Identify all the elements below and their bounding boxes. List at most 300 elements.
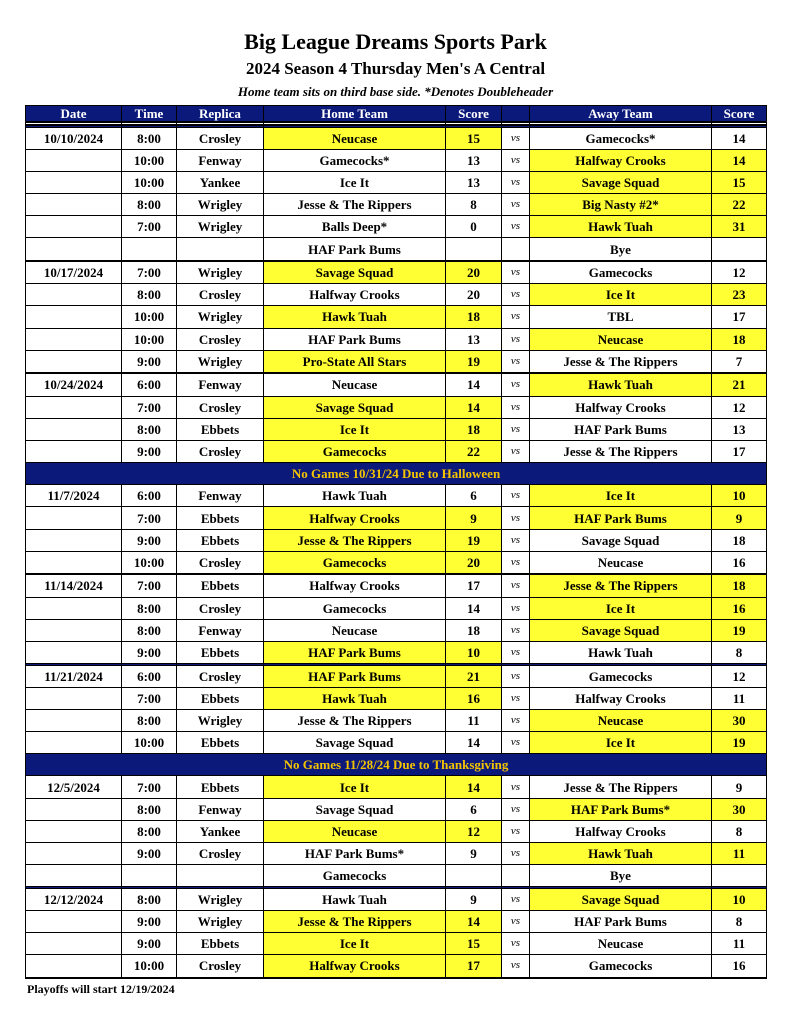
home-score-cell: 9 [446, 843, 502, 865]
away-score-cell: 14 [712, 127, 767, 149]
game-row [26, 619, 767, 641]
away-score-cell: 18 [712, 328, 767, 350]
away-team-cell: TBL [530, 306, 712, 328]
playoffs-note: Playoffs will start 12/19/2024 [27, 982, 175, 996]
home-team-cell: Neucase [264, 619, 446, 641]
game-row [26, 127, 767, 149]
replica-cell: Ebbets [177, 933, 264, 955]
vs-cell [502, 238, 530, 260]
time-cell: 9:00 [122, 843, 177, 865]
game-row [26, 933, 767, 955]
time-cell: 6:00 [122, 374, 177, 396]
date-cell [26, 641, 122, 663]
replica-cell [177, 865, 264, 887]
away-score-cell: 14 [712, 149, 767, 171]
home-score-cell: 6 [446, 485, 502, 507]
away-team-cell: Gamecocks [530, 955, 712, 977]
date-cell [26, 284, 122, 306]
time-cell: 8:00 [122, 194, 177, 216]
date-cell [26, 732, 122, 754]
replica-cell: Fenway [177, 149, 264, 171]
away-team-cell: Neucase [530, 551, 712, 573]
replica-cell: Ebbets [177, 418, 264, 440]
away-score-cell: 22 [712, 194, 767, 216]
vs-cell: vs [502, 127, 530, 149]
away-team-cell: Ice It [530, 732, 712, 754]
time-cell: 9:00 [122, 933, 177, 955]
away-score-cell: 8 [712, 641, 767, 663]
home-team-cell: Jesse & The Rippers [264, 910, 446, 932]
away-score-cell: 19 [712, 732, 767, 754]
time-cell: 10:00 [122, 149, 177, 171]
home-team-cell: Hawk Tuah [264, 485, 446, 507]
away-team-cell: Bye [530, 865, 712, 887]
game-row [26, 507, 767, 529]
date-cell: 12/5/2024 [26, 776, 122, 798]
away-score-cell: 10 [712, 485, 767, 507]
home-score-cell: 21 [446, 665, 502, 687]
vs-cell: vs [502, 619, 530, 641]
vs-cell: vs [502, 374, 530, 396]
home-team-cell: Gamecocks [264, 551, 446, 573]
away-team-cell: Savage Squad [530, 888, 712, 910]
replica-cell: Yankee [177, 171, 264, 193]
col-header-away-score: Score [712, 106, 767, 122]
home-score-cell: 12 [446, 820, 502, 842]
replica-cell: Ebbets [177, 507, 264, 529]
page-subtitle: 2024 Season 4 Thursday Men's A Central [245, 59, 546, 78]
away-score-cell: 17 [712, 440, 767, 462]
schedule-table [25, 105, 767, 979]
time-cell: 8:00 [122, 284, 177, 306]
game-row [26, 798, 767, 820]
away-team-cell: Halfway Crooks [530, 149, 712, 171]
vs-cell: vs [502, 440, 530, 462]
home-score-cell: 13 [446, 149, 502, 171]
replica-cell: Crosley [177, 328, 264, 350]
time-cell: 10:00 [122, 328, 177, 350]
away-team-cell: Hawk Tuah [530, 374, 712, 396]
header-row [26, 106, 767, 122]
game-row [26, 551, 767, 573]
home-team-cell: Hawk Tuah [264, 888, 446, 910]
date-cell [26, 350, 122, 372]
game-row [26, 284, 767, 306]
vs-cell: vs [502, 262, 530, 284]
col-header-vs [502, 106, 530, 122]
col-header-date: Date [26, 106, 122, 122]
date-cell: 10/10/2024 [26, 127, 122, 149]
date-cell [26, 149, 122, 171]
vs-cell: vs [502, 350, 530, 372]
home-team-cell: Halfway Crooks [264, 575, 446, 597]
time-cell: 9:00 [122, 910, 177, 932]
away-team-cell: Ice It [530, 485, 712, 507]
date-cell: 10/17/2024 [26, 262, 122, 284]
date-cell [26, 798, 122, 820]
game-row [26, 709, 767, 731]
home-team-cell: Savage Squad [264, 732, 446, 754]
date-cell [26, 418, 122, 440]
home-team-cell: Halfway Crooks [264, 955, 446, 977]
vs-cell: vs [502, 910, 530, 932]
date-cell [26, 396, 122, 418]
away-team-cell: Savage Squad [530, 171, 712, 193]
date-cell [26, 955, 122, 977]
date-cell [26, 507, 122, 529]
time-cell: 8:00 [122, 820, 177, 842]
time-cell: 7:00 [122, 776, 177, 798]
away-score-cell: 21 [712, 374, 767, 396]
away-team-cell: Jesse & The Rippers [530, 440, 712, 462]
replica-cell: Crosley [177, 597, 264, 619]
replica-cell [177, 238, 264, 260]
no-games-note: No Games 11/28/24 Due to Thanksgiving [26, 754, 767, 776]
replica-cell: Fenway [177, 619, 264, 641]
replica-cell: Wrigley [177, 910, 264, 932]
vs-cell: vs [502, 888, 530, 910]
col-header-replica: Replica [177, 106, 264, 122]
vs-cell: vs [502, 551, 530, 573]
bye-row [26, 865, 767, 887]
empty-cell [446, 977, 502, 979]
home-score-cell: 9 [446, 888, 502, 910]
away-score-cell: 12 [712, 665, 767, 687]
replica-cell: Wrigley [177, 194, 264, 216]
vs-cell: vs [502, 171, 530, 193]
game-row [26, 306, 767, 328]
vs-cell: vs [502, 529, 530, 551]
date-cell [26, 529, 122, 551]
away-score-cell: 16 [712, 551, 767, 573]
game-row [26, 194, 767, 216]
time-cell: 9:00 [122, 440, 177, 462]
date-cell [26, 865, 122, 887]
date-cell [26, 709, 122, 731]
game-row [26, 216, 767, 238]
time-cell: 7:00 [122, 687, 177, 709]
home-team-cell: Savage Squad [264, 798, 446, 820]
away-team-cell: HAF Park Bums* [530, 798, 712, 820]
replica-cell: Ebbets [177, 776, 264, 798]
date-cell [26, 820, 122, 842]
date-cell: 10/24/2024 [26, 374, 122, 396]
game-row [26, 776, 767, 798]
replica-cell: Wrigley [177, 350, 264, 372]
home-score-cell: 14 [446, 910, 502, 932]
date-cell [26, 216, 122, 238]
home-team-cell: Pro-State All Stars [264, 350, 446, 372]
date-cell [26, 551, 122, 573]
home-team-cell: Halfway Crooks [264, 507, 446, 529]
away-score-cell: 18 [712, 575, 767, 597]
date-cell [26, 910, 122, 932]
game-row [26, 171, 767, 193]
page-title: Big League Dreams Sports Park [244, 29, 547, 54]
replica-cell: Crosley [177, 843, 264, 865]
away-score-cell: 12 [712, 262, 767, 284]
no-games-note: No Games 10/31/24 Due to Halloween [26, 463, 767, 485]
empty-cell [502, 977, 530, 979]
empty-cell [26, 977, 122, 979]
home-score-cell: 15 [446, 127, 502, 149]
replica-cell: Crosley [177, 665, 264, 687]
game-row [26, 374, 767, 396]
vs-cell: vs [502, 306, 530, 328]
away-score-cell: 16 [712, 597, 767, 619]
page-note: Home team sits on third base side. *Denotes Doubleheader [237, 84, 554, 99]
replica-cell: Yankee [177, 820, 264, 842]
away-score-cell: 8 [712, 820, 767, 842]
replica-cell: Wrigley [177, 216, 264, 238]
empty-cell [712, 977, 767, 979]
time-cell: 8:00 [122, 127, 177, 149]
away-score-cell: 12 [712, 396, 767, 418]
away-team-cell: HAF Park Bums [530, 418, 712, 440]
home-score-cell: 14 [446, 374, 502, 396]
away-score-cell: 13 [712, 418, 767, 440]
home-team-cell: HAF Park Bums [264, 238, 446, 260]
time-cell: 7:00 [122, 575, 177, 597]
date-cell [26, 687, 122, 709]
game-row [26, 955, 767, 977]
home-score-cell: 10 [446, 641, 502, 663]
away-team-cell: Jesse & The Rippers [530, 350, 712, 372]
home-team-cell: Jesse & The Rippers [264, 709, 446, 731]
home-score-cell: 19 [446, 529, 502, 551]
replica-cell: Ebbets [177, 529, 264, 551]
away-score-cell: 11 [712, 933, 767, 955]
game-row [26, 687, 767, 709]
time-cell [122, 238, 177, 260]
replica-cell: Crosley [177, 284, 264, 306]
vs-cell: vs [502, 776, 530, 798]
away-score-cell [712, 238, 767, 260]
away-score-cell: 16 [712, 955, 767, 977]
date-cell [26, 933, 122, 955]
away-team-cell: HAF Park Bums [530, 507, 712, 529]
home-score-cell: 0 [446, 216, 502, 238]
away-score-cell: 31 [712, 216, 767, 238]
home-score-cell: 17 [446, 575, 502, 597]
away-score-cell: 17 [712, 306, 767, 328]
home-team-cell: Gamecocks [264, 440, 446, 462]
game-row [26, 149, 767, 171]
home-team-cell: Gamecocks [264, 865, 446, 887]
away-score-cell: 30 [712, 798, 767, 820]
away-score-cell: 15 [712, 171, 767, 193]
home-score-cell: 15 [446, 933, 502, 955]
home-score-cell: 20 [446, 262, 502, 284]
home-team-cell: Ice It [264, 933, 446, 955]
vs-cell [502, 865, 530, 887]
time-cell: 7:00 [122, 396, 177, 418]
date-cell: 11/7/2024 [26, 485, 122, 507]
away-score-cell: 7 [712, 350, 767, 372]
home-team-cell: Neucase [264, 820, 446, 842]
away-team-cell: HAF Park Bums [530, 910, 712, 932]
date-cell [26, 619, 122, 641]
away-score-cell: 30 [712, 709, 767, 731]
vs-cell: vs [502, 418, 530, 440]
game-row [26, 732, 767, 754]
home-score-cell: 6 [446, 798, 502, 820]
date-cell [26, 306, 122, 328]
vs-cell: vs [502, 396, 530, 418]
vs-cell: vs [502, 798, 530, 820]
vs-cell: vs [502, 507, 530, 529]
home-score-cell: 22 [446, 440, 502, 462]
game-row [26, 418, 767, 440]
time-cell: 9:00 [122, 529, 177, 551]
home-score-cell: 13 [446, 328, 502, 350]
home-team-cell: Hawk Tuah [264, 687, 446, 709]
replica-cell: Crosley [177, 955, 264, 977]
time-cell: 6:00 [122, 665, 177, 687]
game-row [26, 529, 767, 551]
date-cell [26, 843, 122, 865]
game-row [26, 396, 767, 418]
vs-cell: vs [502, 709, 530, 731]
time-cell: 10:00 [122, 551, 177, 573]
time-cell: 7:00 [122, 507, 177, 529]
game-row [26, 888, 767, 910]
vs-cell: vs [502, 665, 530, 687]
home-team-cell: HAF Park Bums* [264, 843, 446, 865]
replica-cell: Wrigley [177, 306, 264, 328]
home-team-cell: Neucase [264, 127, 446, 149]
replica-cell: Fenway [177, 374, 264, 396]
home-team-cell: Savage Squad [264, 396, 446, 418]
away-score-cell: 10 [712, 888, 767, 910]
vs-cell: vs [502, 820, 530, 842]
game-row [26, 485, 767, 507]
replica-cell: Ebbets [177, 732, 264, 754]
date-cell [26, 328, 122, 350]
vs-cell: vs [502, 328, 530, 350]
home-team-cell: Ice It [264, 418, 446, 440]
home-score-cell: 14 [446, 396, 502, 418]
home-team-cell: Neucase [264, 374, 446, 396]
away-team-cell: Halfway Crooks [530, 396, 712, 418]
home-team-cell: Ice It [264, 171, 446, 193]
time-cell: 8:00 [122, 418, 177, 440]
away-team-cell: Ice It [530, 284, 712, 306]
time-cell: 8:00 [122, 798, 177, 820]
replica-cell: Ebbets [177, 575, 264, 597]
replica-cell: Fenway [177, 798, 264, 820]
replica-cell: Fenway [177, 485, 264, 507]
date-cell [26, 238, 122, 260]
empty-cell [177, 977, 264, 979]
vs-cell: vs [502, 216, 530, 238]
time-cell: 6:00 [122, 485, 177, 507]
away-team-cell: Savage Squad [530, 529, 712, 551]
home-team-cell: HAF Park Bums [264, 328, 446, 350]
vs-cell: vs [502, 955, 530, 977]
away-score-cell: 11 [712, 687, 767, 709]
game-row [26, 910, 767, 932]
away-score-cell: 23 [712, 284, 767, 306]
game-row [26, 641, 767, 663]
away-score-cell: 11 [712, 843, 767, 865]
vs-cell: vs [502, 597, 530, 619]
time-cell: 10:00 [122, 732, 177, 754]
bye-row [26, 238, 767, 260]
home-score-cell: 13 [446, 171, 502, 193]
vs-cell: vs [502, 933, 530, 955]
home-team-cell: HAF Park Bums [264, 641, 446, 663]
game-row [26, 328, 767, 350]
time-cell: 8:00 [122, 709, 177, 731]
home-team-cell: Savage Squad [264, 262, 446, 284]
away-team-cell: Ice It [530, 597, 712, 619]
vs-cell: vs [502, 194, 530, 216]
time-cell: 7:00 [122, 216, 177, 238]
away-team-cell: Savage Squad [530, 619, 712, 641]
home-score-cell: 8 [446, 194, 502, 216]
home-score-cell: 14 [446, 597, 502, 619]
away-team-cell: Halfway Crooks [530, 687, 712, 709]
home-team-cell: Halfway Crooks [264, 284, 446, 306]
col-header-home-team: Home Team [264, 106, 446, 122]
away-score-cell: 18 [712, 529, 767, 551]
away-team-cell: Neucase [530, 933, 712, 955]
away-score-cell: 9 [712, 507, 767, 529]
home-score-cell: 18 [446, 418, 502, 440]
away-team-cell: Neucase [530, 709, 712, 731]
home-team-cell: Gamecocks [264, 597, 446, 619]
replica-cell: Ebbets [177, 641, 264, 663]
date-cell: 11/21/2024 [26, 665, 122, 687]
time-cell: 9:00 [122, 350, 177, 372]
replica-cell: Wrigley [177, 709, 264, 731]
vs-cell: vs [502, 687, 530, 709]
date-cell: 12/12/2024 [26, 888, 122, 910]
date-cell [26, 194, 122, 216]
replica-cell: Wrigley [177, 888, 264, 910]
home-score-cell: 18 [446, 619, 502, 641]
col-header-time: Time [122, 106, 177, 122]
time-cell: 8:00 [122, 619, 177, 641]
game-row [26, 820, 767, 842]
home-score-cell: 9 [446, 507, 502, 529]
away-team-cell: Jesse & The Rippers [530, 776, 712, 798]
away-team-cell: Halfway Crooks [530, 820, 712, 842]
date-cell: 11/14/2024 [26, 575, 122, 597]
home-team-cell: Ice It [264, 776, 446, 798]
away-team-cell: Gamecocks [530, 262, 712, 284]
home-team-cell: Hawk Tuah [264, 306, 446, 328]
replica-cell: Crosley [177, 127, 264, 149]
game-row [26, 440, 767, 462]
vs-cell: vs [502, 284, 530, 306]
home-score-cell [446, 238, 502, 260]
home-score-cell: 19 [446, 350, 502, 372]
replica-cell: Wrigley [177, 262, 264, 284]
away-score-cell: 19 [712, 619, 767, 641]
vs-cell: vs [502, 641, 530, 663]
game-row [26, 575, 767, 597]
replica-cell: Ebbets [177, 687, 264, 709]
away-score-cell [712, 865, 767, 887]
home-team-cell: Jesse & The Rippers [264, 194, 446, 216]
vs-cell: vs [502, 732, 530, 754]
game-row [26, 350, 767, 372]
empty-cell [264, 977, 446, 979]
replica-cell: Crosley [177, 396, 264, 418]
col-header-away-team: Away Team [530, 106, 712, 122]
